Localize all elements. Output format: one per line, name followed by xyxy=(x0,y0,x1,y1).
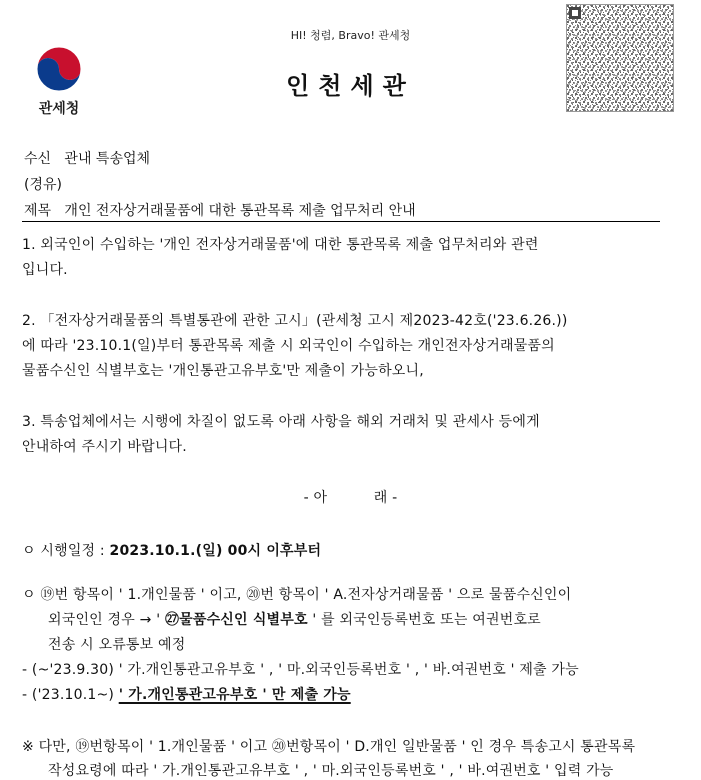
paragraph-2-line-3: 물품수신인 식별부호는 '개인통관고유부호'만 제출이 가능하오니, xyxy=(22,363,424,379)
below-heading: - 아 래 - xyxy=(303,490,398,506)
recipient-label: 수신 xyxy=(24,151,52,167)
via-line: (경유) xyxy=(24,177,62,193)
paragraph-2-line-2: 에 따라 '23.10.1(일)부터 통관목록 제출 시 외국인이 수입하는 개인전자상거래물품의 xyxy=(22,338,555,354)
item-2-line-2-c: ' 를 외국인등록번호 또는 여권번호로 xyxy=(307,612,541,628)
item-2-line-3: 전송 시 오류통보 예정 xyxy=(48,637,186,653)
recipient-value: 관내 특송업체 xyxy=(64,151,151,167)
subject-value: 개인 전자상거래물품에 대한 통관목록 제출 업무처리 안내 xyxy=(64,203,416,219)
item-2-line-2-a: 외국인인 경우 → ' xyxy=(48,612,165,628)
qr-code-icon xyxy=(566,4,674,112)
subject-label: 제목 xyxy=(24,203,52,219)
paragraph-3-line-2: 안내하여 주시기 바랍니다. xyxy=(22,439,187,455)
org-name: 인천세관 xyxy=(286,72,415,100)
item-2-line-2 xyxy=(48,609,541,629)
note-line-1: ※ 다만, ⑲번항목이 ' 1.개인물품 ' 이고 ⑳번항목이 ' D.개인 일반물품 ' 인 경우 특송고시 통관목록 xyxy=(22,739,636,755)
paragraph-2-line-1: 2. 「전자상거래물품의 특별통관에 관한 고시」(관세청 고시 제2023-42호('23.6.26.)) xyxy=(22,313,568,329)
schedule-label: ㅇ 시행일정 : xyxy=(22,543,110,559)
recipient-line xyxy=(24,148,150,168)
item-2-line-1: ㅇ ⑲번 항목이 ' 1.개인물품 ' 이고, ⑳번 항목이 ' A.전자상거래물품 ' 으로 물품수신인이 xyxy=(22,587,572,603)
slogan: HI! 청렴, Bravo! 관세청 xyxy=(290,29,411,42)
item-4 xyxy=(22,684,351,704)
logo-text: 관세청 xyxy=(38,101,80,117)
subject-divider xyxy=(22,221,660,222)
subject-line xyxy=(24,200,416,220)
logo xyxy=(28,42,90,126)
item-4-b: ' 가.개인통관고유부호 ' 만 제출 가능 xyxy=(118,687,351,703)
schedule-date: 2023.10.1.(일) 00시 이후부터 xyxy=(109,543,322,559)
note-line-2: 작성요령에 따라 ' 가.개인통관고유부호 ' , ' 마.외국인등록번호 ' , ' 바.여권번호 ' 입력 가능 xyxy=(48,763,614,779)
paragraph-1-line-1: 1. 외국인이 수입하는 '개인 전자상거래물품'에 대한 통관목록 제출 업무처리와 관련 xyxy=(22,237,539,253)
schedule-item xyxy=(22,540,321,560)
item-2-line-2-b: ㉗물품수신인 식별부호 xyxy=(164,612,308,628)
item-3: - (~'23.9.30) ' 가.개인통관고유부호 ' , ' 마.외국인등록번호 ' , ' 바.여권번호 ' 제출 가능 xyxy=(22,662,579,678)
kcs-emblem-icon xyxy=(28,42,90,96)
item-4-a: - ('23.10.1~) xyxy=(22,687,119,703)
paragraph-3-line-1: 3. 특송업체에서는 시행에 차질이 없도록 아래 사항을 해외 거래처 및 관세사 등에게 xyxy=(22,414,540,430)
paragraph-1-line-2: 입니다. xyxy=(22,262,68,278)
